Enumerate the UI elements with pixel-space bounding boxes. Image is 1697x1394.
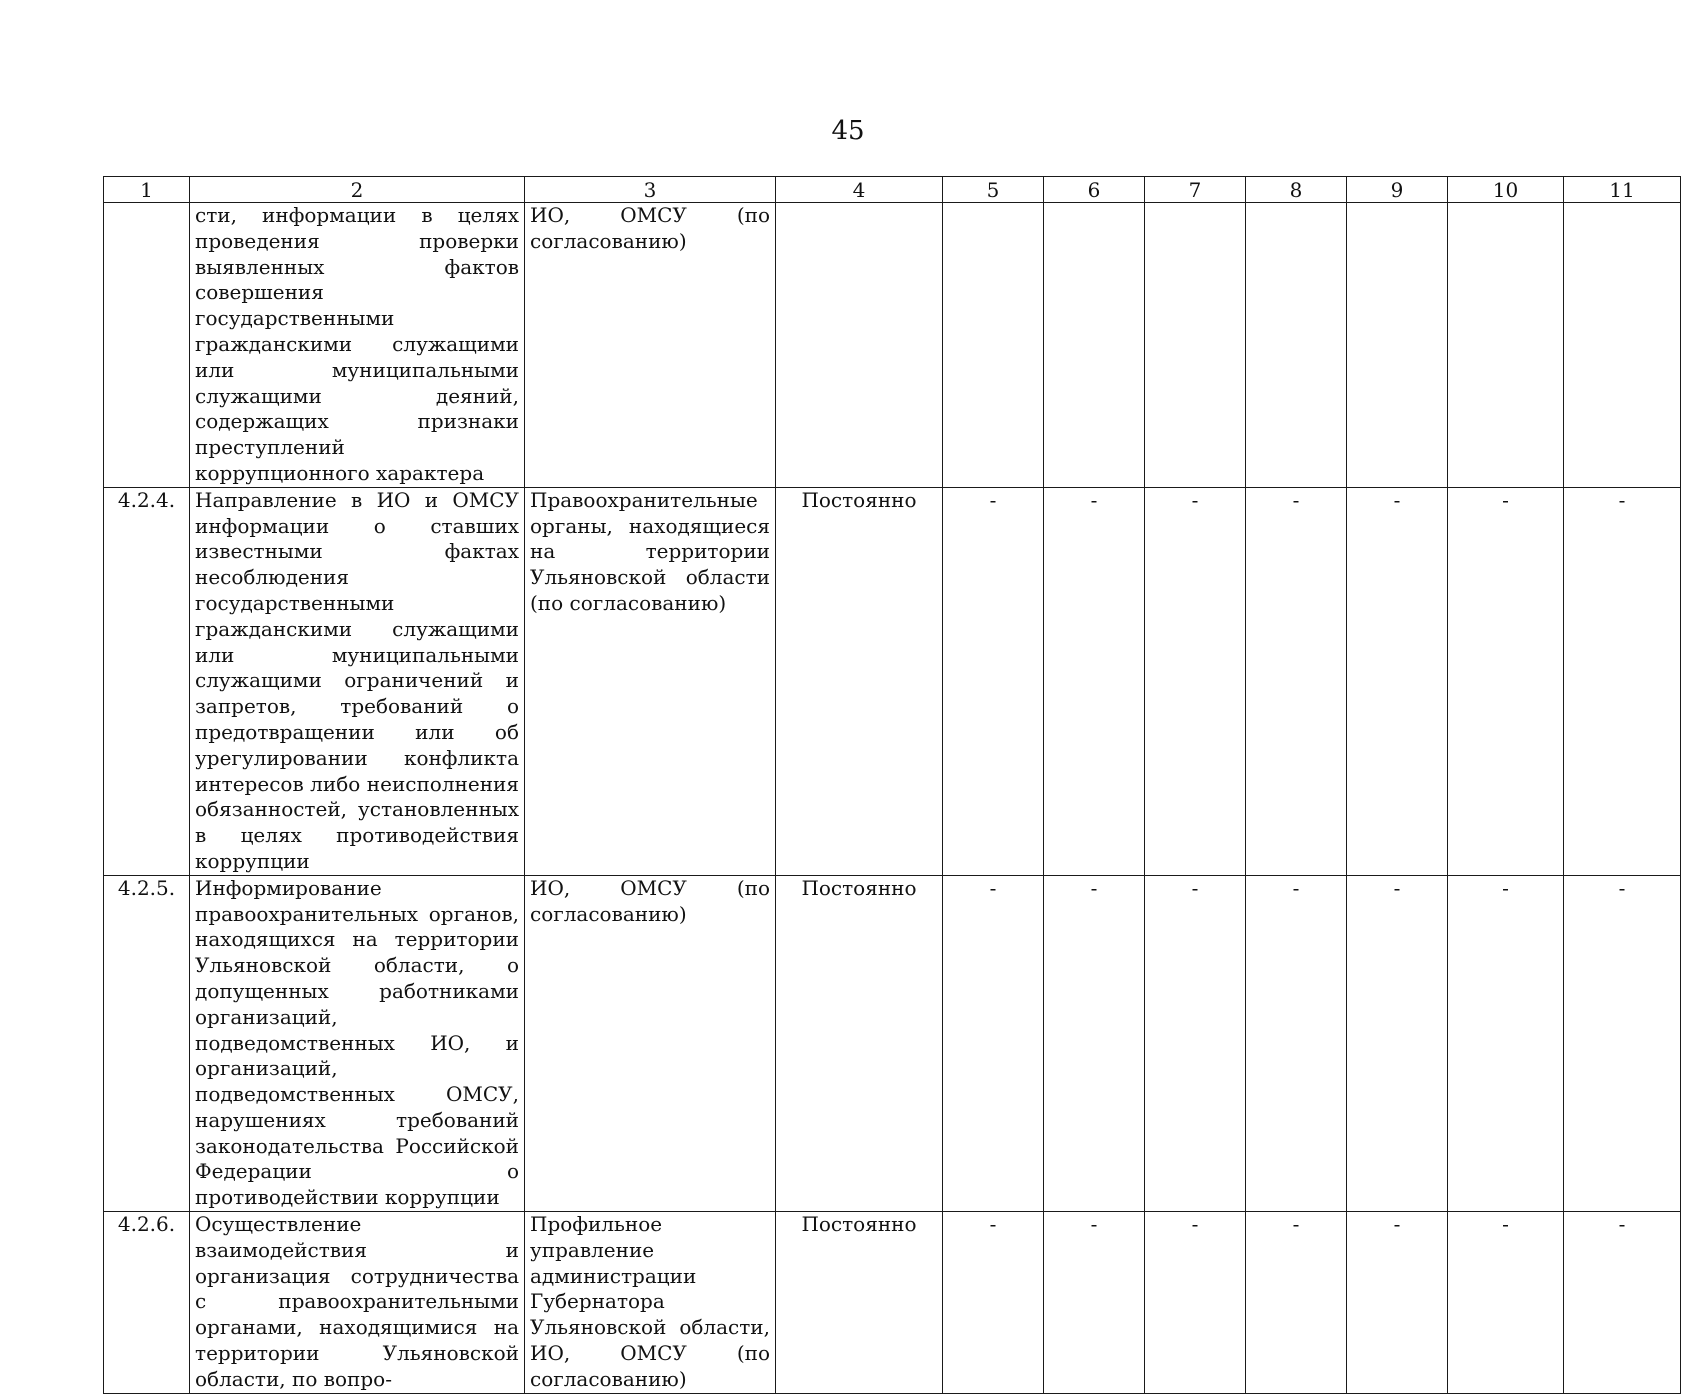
value-cell: - [1044, 875, 1145, 1211]
table-row [104, 1212, 1681, 1394]
column-header: 11 [1564, 177, 1681, 203]
value-cell [1145, 203, 1246, 488]
column-number-row [104, 177, 1681, 203]
page-number: 45 [831, 116, 865, 146]
measures-table [103, 176, 1681, 1394]
value-cell: - [1145, 875, 1246, 1211]
term-cell: Постоянно [776, 875, 943, 1211]
value-cell: - [1044, 487, 1145, 875]
item-number: 4.2.4. [104, 487, 190, 875]
value-cell [1347, 203, 1448, 488]
term-cell [776, 203, 943, 488]
value-cell: - [1564, 1212, 1681, 1394]
value-cell: - [943, 487, 1044, 875]
item-number [104, 203, 190, 488]
column-header: 10 [1448, 177, 1564, 203]
item-number: 4.2.6. [104, 1212, 190, 1394]
value-cell: - [1347, 1212, 1448, 1394]
term-cell: Постоянно [776, 487, 943, 875]
column-header: 4 [776, 177, 943, 203]
column-header: 5 [943, 177, 1044, 203]
column-header: 8 [1246, 177, 1347, 203]
value-cell: - [1347, 875, 1448, 1211]
action-cell: Направление в ИО и ОМСУ информации о ставших известными фактах несоблюдения государственными гражданскими служащими или муниципальными служащими ограничений и запретов, требований о предотвращении или об урегулировании конфликта интересов либо неисполнения обязанностей, установленных в целях противодействия коррупции [190, 487, 525, 875]
value-cell: - [943, 875, 1044, 1211]
value-cell: - [1564, 487, 1681, 875]
column-header: 1 [104, 177, 190, 203]
value-cell: - [1448, 487, 1564, 875]
value-cell [1246, 203, 1347, 488]
item-number: 4.2.5. [104, 875, 190, 1211]
value-cell: - [1448, 1212, 1564, 1394]
executor-cell: ИО, ОМСУ (по согласованию) [525, 203, 776, 488]
value-cell: - [1246, 875, 1347, 1211]
value-cell [1564, 203, 1681, 488]
table-row [104, 487, 1681, 875]
action-cell: Информирование правоохранительных органов, находящихся на территории Ульяновской области, о допущенных работниками организаций, подведомственных ИО, и организаций, подведомственных ОМСУ, нарушениях требований законодательства Российской Федерации о противодействии коррупции [190, 875, 525, 1211]
executor-cell: Правоохранительные органы, находящиеся на территории Ульяновской области (по согласованию) [525, 487, 776, 875]
action-cell: Осуществление взаимодействия и организация сотрудничества с правоохранительными органами, находящимися на территории Ульяновской области, по вопро- [190, 1212, 525, 1394]
column-header: 3 [525, 177, 776, 203]
value-cell [1044, 203, 1145, 488]
value-cell [1448, 203, 1564, 488]
column-header: 2 [190, 177, 525, 203]
executor-cell: Профильное управление администрации Губернатора Ульяновской области, ИО, ОМСУ (по согласованию) [525, 1212, 776, 1394]
term-cell: Постоянно [776, 1212, 943, 1394]
value-cell: - [1347, 487, 1448, 875]
column-header: 9 [1347, 177, 1448, 203]
value-cell: - [1246, 487, 1347, 875]
table-row [104, 203, 1681, 488]
value-cell [943, 203, 1044, 488]
table-row [104, 875, 1681, 1211]
value-cell: - [943, 1212, 1044, 1394]
value-cell: - [1564, 875, 1681, 1211]
column-header: 6 [1044, 177, 1145, 203]
executor-cell: ИО, ОМСУ (по согласованию) [525, 875, 776, 1211]
value-cell: - [1448, 875, 1564, 1211]
value-cell: - [1044, 1212, 1145, 1394]
value-cell: - [1246, 1212, 1347, 1394]
value-cell: - [1145, 1212, 1246, 1394]
value-cell: - [1145, 487, 1246, 875]
action-cell: сти, информации в целях проведения проверки выявленных фактов совершения государственными гражданскими служащими или муниципальными служащими деяний, содержащих признаки преступлений коррупционного характера [190, 203, 525, 488]
column-header: 7 [1145, 177, 1246, 203]
